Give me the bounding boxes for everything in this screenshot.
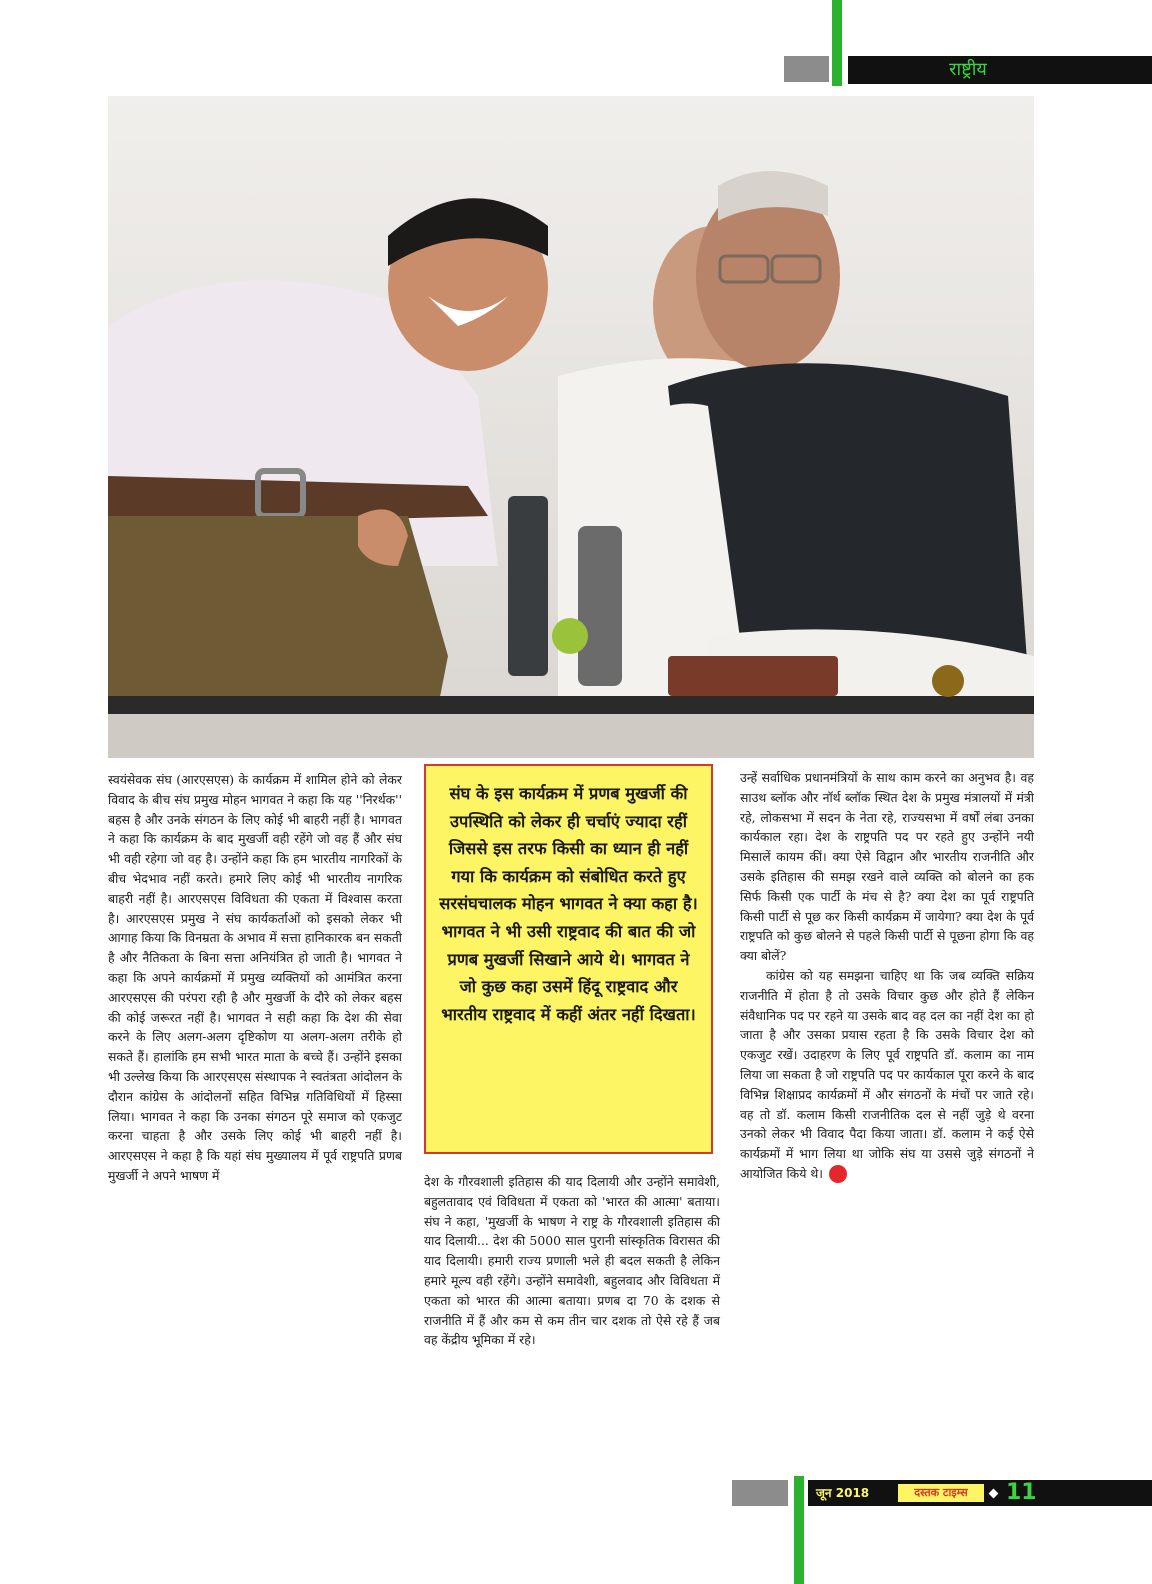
magazine-logo: दस्तक टाइम्स (898, 1484, 984, 1502)
column3-paragraph-2-text: कांग्रेस को यह समझना चाहिए था कि जब व्यक्ति सक्रिय राजनीति में होता है तो उसके विचार कुछ और होते हैं लेकिन संवैधानिक पद पर रहने या उसके बाद वह दल का नहीं देश का हो जाता है और उसका प्रयास रहता है कि उसके विचार देश को एकजुट रखें। उदाहरण के लिए पूर्व राष्ट्रपति डॉ. कलाम का नाम लिया जा सकता है जो राष्ट्रपति पद पर कार्यकाल पूरा करने के बाद विभिन्न शिक्षाप्रद कार्यक्रमों में और संगठनों के मंचों पर जाते रहे। वह तो डॉ. कलाम किसी राजनीतिक दल से नहीं जुड़े थे वरना उनको लेकर भी विवाद पैदा किया जाता। डॉ. कलाम ने कई ऐसे कार्यक्रमों में भाग लिया था जोकि संघ या उससे जुड़े संगठनों ने आयोजित किये थे। (740, 967, 1034, 1181)
article-column-1 (108, 770, 402, 1186)
footer-date: जून 2018 (816, 1486, 870, 1500)
page-number: 11 (1006, 1480, 1037, 1505)
column3-paragraph-1: उन्हें सर्वाधिक प्रधानमंत्रियों के साथ काम करने का अनुभव है। वह साउथ ब्लॉक और नॉर्थ ब्लॉक स्थित देश के प्रमुख मंत्रालयों में मंत्री रहे, लोकसभा में सदन के नेता रहे, राज्यसभा में वर्षों लंबा उनका कार्यकाल रहा। देश के राष्ट्रपति पद पर रहते हुए उन्होंने नयी मिसालें कायम कीं। क्या ऐसे विद्वान और भारतीय राजनीति और उसके इतिहास की समझ रखने वाले व्यक्ति को बोलने का हक सिर्फ किसी एक पार्टी के मंच से है? क्या देश का पूर्व राष्ट्रपति किसी पार्टी से पूछ कर किसी कार्यक्रम में जायेगा? क्या देश के पूर्व राष्ट्रपति को कुछ बोलने से पहले किसी पार्टी से पूछना होगा कि वह क्या बोलें? (740, 770, 1034, 964)
header-gray-block (784, 56, 829, 82)
section-label: राष्ट्रीय (949, 59, 987, 80)
photograph-icon (108, 96, 1034, 758)
article-photo (108, 96, 1034, 758)
header-green-bar (832, 0, 842, 86)
footer-green-bar (794, 1476, 804, 1584)
column3-paragraph-2 (740, 966, 1034, 1184)
column1-paragraph: स्वयंसेवक संघ (आरएसएस) के कार्यक्रम में शामिल होने को लेकर विवाद के बीच संघ प्रमुख मोहन भागवत ने कहा कि यह ''निरर्थक'' बहस है और उनके संगठन के लिए कोई भी बाहरी नहीं है। भागवत ने कहा कि कार्यक्रम के बाद मुखर्जी वही रहेंगे जो वह हैं और संघ भी वही रहेगा जो वह है। उन्होंने कहा कि हम भारतीय नागरिकों के बीच भेदभाव नहीं करते। हमारे लिए कोई भी भारतीय नागरिक बाहरी नहीं है। आरएसएस विविधता की एकता में विश्वास करता है। आरएसएस प्रमुख ने संघ कार्यकर्ताओं को इसको लेकर भी आगाह किया कि विनम्रता के अभाव में सत्ता हानिकारक बन सकती है और नैतिकता के बिना सत्ता अनियंत्रित हो जाती है। भागवत ने कहा कि अपने कार्यक्रमों में प्रमुख व्यक्तियों को आमंत्रित करना आरएसएस की परंपरा रही है और मुखर्जी के दौरे को लेकर बहस की कोई जरूरत नहीं है। भागवत ने सही कहा कि देश की सेवा करने के लिए अलग-अलग दृष्टिकोण या अलग-अलग तरीके हो सकते हैं। हालांकि हम सभी भारत माता के बच्चे हैं। उन्होंने इसका भी उल्लेख किया कि आरएसएस संस्थापक ने स्वतंत्रता आंदोलन के दौरान कांग्रेस के आंदोलनों सहित विभिन्न गतिविधियों में हिस्सा लिया। भागवत ने कहा कि उनका संगठन पूरे समाज को एकजुट करना चाहता है और उसके लिए कोई भी बाहरी नहीं है। आरएसएस ने कहा है कि यहां संघ मुख्यालय में पूर्व राष्ट्रपति प्रणब मुखर्जी ने अपने भाषण में (108, 772, 402, 1183)
column2-paragraph: देश के गौरवशाली इतिहास की याद दिलायी और उन्होंने समावेशी, बहुलतावाद एवं विविधता में एकता को 'भारत की आत्मा' बताया। संघ ने कहा, 'मुखर्जी के भाषण ने राष्ट्र के गौरवशाली इतिहास की याद दिलायी... देश की 5000 साल पुरानी सांस्कृतिक विरासत की याद दिलायी। हमारी राज्य प्रणाली भले ही बदल सकती है लेकिन हमारे मूल्य वही रहेंगे। उन्होंने समावेशी, बहुलवाद और विविधता में एकता को भारत की आत्मा बताया। प्रणब दा 70 के दशक से राजनीति में हैं और कम से कम तीन चार दशक तो ऐसे रहे हैं जब वह केंद्रीय भूमिका में रहे। (424, 1174, 720, 1348)
article-column-3 (740, 768, 1034, 1184)
pull-quote-text: संघ के इस कार्यक्रम में प्रणब मुखर्जी की उपस्थिति को लेकर ही चर्चाएं ज्यादा रहीं जिससे इस तरफ किसी का ध्यान ही नहीं गया कि कार्यक्रम को संबोधित करते हुए सरसंघचालक मोहन भागवत ने क्या कहा है। भागवत ने भी उसी राष्ट्रवाद की बात की जो प्रणब मुखर्जी सिखाने आये थे। भागवत ने जो कुछ कहा उसमें हिंदू राष्ट्रवाद और भारतीय राष्ट्रवाद में कहीं अंतर नहीं दिखता। (439, 784, 698, 1024)
pull-quote (424, 764, 713, 1154)
end-mark-icon (829, 1165, 847, 1183)
footer-gray-block (732, 1480, 788, 1506)
article-column-2 (424, 1172, 720, 1350)
